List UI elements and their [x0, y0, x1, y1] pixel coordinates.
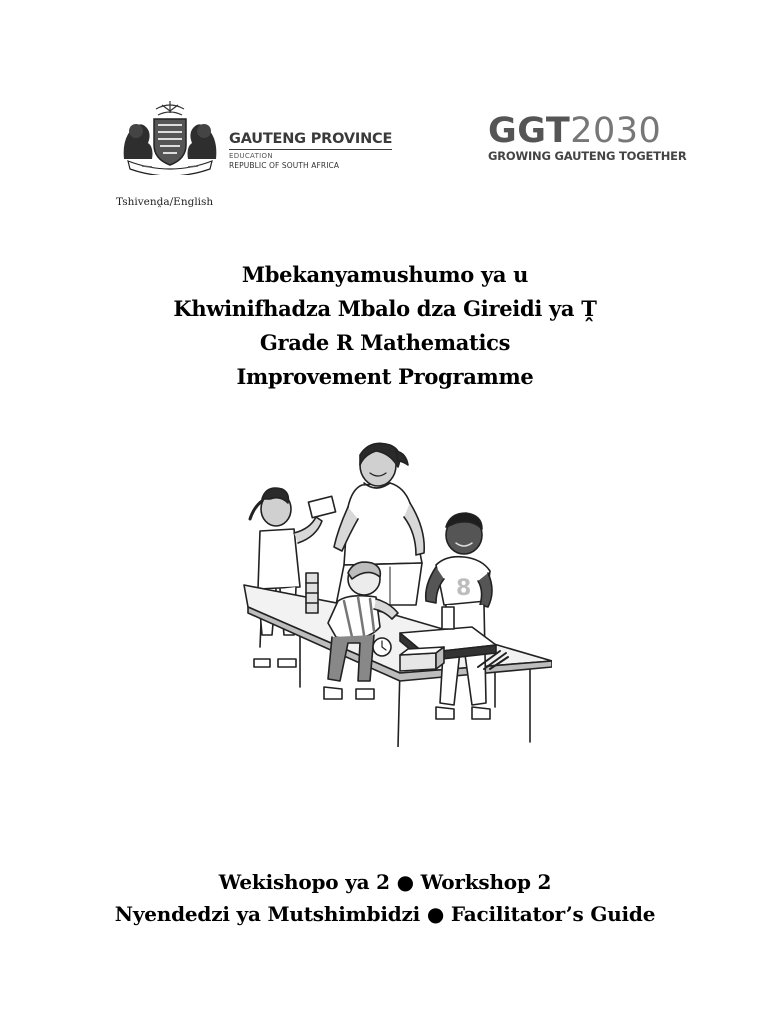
ggt-year: 2030 — [570, 111, 662, 151]
workshop-line: Wekishopo ya 2 ● Workshop 2 — [218, 870, 552, 894]
ggt2030-logo — [488, 112, 687, 163]
shirt-digit: 8 — [456, 576, 472, 601]
title-line-4: Improvement Programme — [236, 364, 534, 389]
country-name: REPUBLIC OF SOUTH AFRICA — [229, 161, 340, 170]
coat-of-arms-icon — [116, 99, 224, 175]
ggt-mark: GGT — [488, 111, 571, 151]
province-name: GAUTENG PROVINCE — [229, 131, 392, 150]
title-line-1: Mbekanyamushumo ya u — [241, 262, 529, 287]
document-title — [0, 258, 770, 394]
department-name: EDUCATION — [229, 152, 273, 160]
document-footer — [0, 866, 770, 930]
title-line-2: Khwinifhadza Mbalo dza Gireidi ya Ṱ — [173, 296, 597, 321]
page-header — [0, 0, 770, 200]
classroom-illustration-icon — [240, 437, 552, 747]
ggt-tagline: GROWING GAUTENG TOGETHER — [488, 149, 687, 163]
gauteng-province-logo — [229, 131, 392, 170]
title-line-3: Grade R Mathematics — [259, 330, 511, 355]
language-tag: Tshivenḓa/English — [116, 196, 214, 208]
ggt-wordmark — [488, 112, 687, 150]
guide-line: Nyendedzi ya Mutshimbidzi ● Facilitator’s Guide — [114, 902, 656, 926]
